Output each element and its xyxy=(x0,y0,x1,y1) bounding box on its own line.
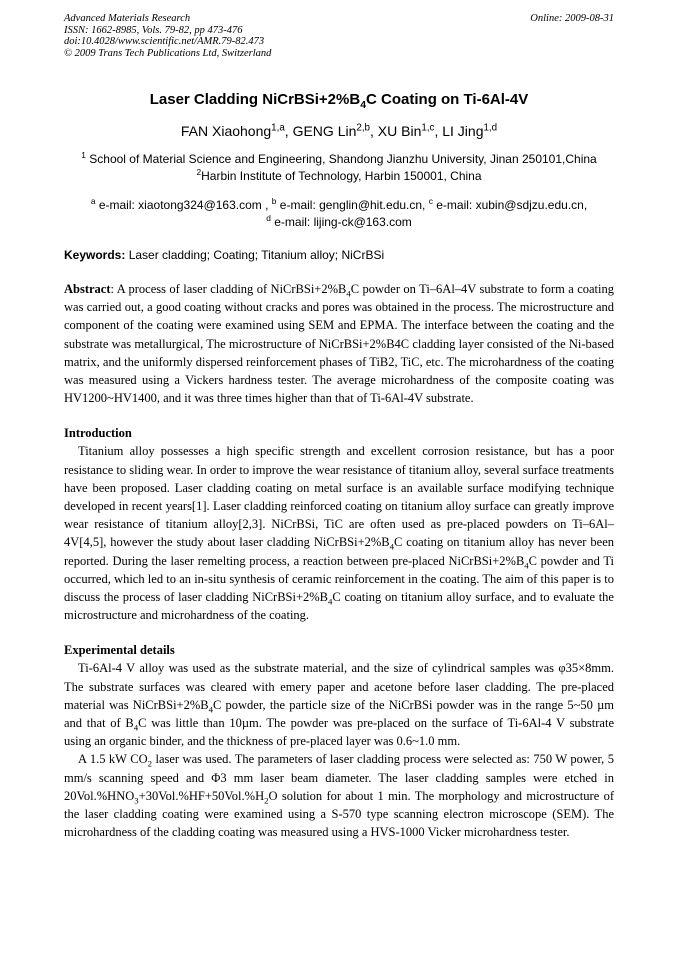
subscript: 4 xyxy=(133,722,139,733)
affiliation-mark: 1 xyxy=(81,150,86,160)
affiliation-line xyxy=(64,168,614,185)
abstract-text: C powder on Ti–6Al–4V substrate to form a coating was carried out, a good coating without cracks and pores was obtained in the process. The microstructure and component of the coating were examined using SEM and EPMA. The interface between the coating and the substrate was metallurgical, The microstructure of NiCrBSi+2%B4C cladding layer consisted of the Ni-based matrix, and the uniformly dispersed reinforcement phases of TiB2, TiC, etc. The microhardness of the coating was measured using a Vickers hardness tester. The average microhardness of the composite coating was HV1200~HV1400, and it was three times higher than that of Ti-6Al-4V substrate. xyxy=(64,282,614,406)
title-text-1: Laser Cladding NiCrBSi+2%B xyxy=(149,91,361,108)
subscript: 4 xyxy=(389,541,395,552)
author-affiliation-mark: 1,d xyxy=(483,122,498,134)
email-text: e-mail: genglin@hit.edu.cn, xyxy=(276,198,429,212)
experimental-paragraph xyxy=(64,750,614,841)
author-emails xyxy=(64,197,614,231)
author-name: XU Bin xyxy=(377,123,422,139)
author-separator: , xyxy=(284,123,293,139)
keywords-label: Keywords: xyxy=(64,248,126,262)
journal-header xyxy=(64,13,614,59)
email-mark: c xyxy=(428,196,433,206)
body-text: C powder, the particle size of the NiCrBSi powder was in the range 5~50 µm and that of B xyxy=(64,697,614,731)
keywords xyxy=(64,248,614,262)
affiliation-mark: 2 xyxy=(196,167,202,177)
journal-copyright: © 2009 Trans Tech Publications Ltd, Switzerland xyxy=(64,47,272,59)
section-heading-introduction: Introduction xyxy=(64,426,132,441)
abstract-paragraph xyxy=(64,280,614,407)
subscript: 4 xyxy=(524,560,529,571)
author-name: LI Jing xyxy=(442,123,484,139)
affiliation-text: Harbin Institute of Technology, Harbin 150001, China xyxy=(201,169,482,183)
body-text: C was little than 10µm. The powder was pre-placed on the surface of Ti-6Al-4 V substrate using an organic binder, and the thickness of pre-placed layer was 0.6~1.0 mm. xyxy=(64,716,614,749)
journal-name: Advanced Materials Research xyxy=(64,13,191,24)
subscript: 4 xyxy=(346,288,351,299)
online-date: Online: 2009-08-31 xyxy=(530,13,614,24)
author-list xyxy=(64,123,614,139)
email-mark: d xyxy=(266,213,271,223)
author-separator: , xyxy=(434,123,443,139)
email-mark: b xyxy=(271,196,277,206)
affiliations xyxy=(64,151,614,185)
body-text: C coating on titanium alloy surface, and to evaluate the microstructure and microhardness of the coating. xyxy=(64,590,614,623)
author-affiliation-mark: 2,b xyxy=(356,122,371,134)
body-text: laser was used. The parameters of laser cladding process were selected as: 750 W power, 5 mm/s scanning speed and Φ3 mm laser beam diameter. The laser cladding samples were etched in 20Vol.%HNO xyxy=(64,752,615,803)
abstract-text: : A process of laser cladding of NiCrBSi+2%B xyxy=(110,282,347,296)
body-text: A 1.5 kW CO xyxy=(78,752,148,767)
subscript: 2 xyxy=(264,795,269,806)
title-subscript: 4 xyxy=(360,99,367,111)
journal-doi: doi:10.4028/www.scientific.net/AMR.79-82.473 xyxy=(64,36,265,47)
abstract-label: Abstract xyxy=(64,282,111,296)
journal-issn: ISSN: 1662-8985, Vols. 79-82, pp 473-476 xyxy=(64,24,243,36)
paper-page xyxy=(64,13,614,841)
subscript: 4 xyxy=(208,704,213,715)
keywords-text: Laser cladding; Coating; Titanium alloy; NiCrBSi xyxy=(125,248,385,262)
paper-title xyxy=(64,91,614,111)
body-text: C coating on titanium alloy has never been reported. During the laser remelting process, a reaction between pre-placed NiCrBSi+2%B xyxy=(64,535,614,568)
email-text: e-mail: xiaotong324@163.com , xyxy=(95,198,272,212)
email-text: e-mail: xubin@sdjzu.edu.cn, xyxy=(432,198,588,212)
author-affiliation-mark: 1,c xyxy=(421,122,435,134)
email-line xyxy=(64,214,614,231)
email-mark: a xyxy=(90,196,96,206)
author-name: GENG Lin xyxy=(292,123,357,139)
body-text: Titanium alloy possesses a high specific strength and excellent corrosion resistance, but has a poor resistance to sliding wear. In order to improve the wear resistance of titanium alloy, several surface treatments have been proposed. Laser cladding coating on metal surface is an available surface modifying technique developed in recent years[1]. Laser cladding reinforced coating on titanium alloy surface can greatly improve wear resistance of titanium alloy[2,3]. NiCrBSi, TiC are often used as pre-placed powders on Ti–6Al–4V[4,5], however the study about laser cladding NiCrBSi+2%B xyxy=(64,444,614,550)
author-separator: , xyxy=(370,123,378,139)
subscript: 2 xyxy=(147,758,152,769)
body-text: O solution for about 1 min. The morphology and microstructure of the laser cladding coating were examined using a S-570 type scanning electron microscope (SEM). The microhardness of the cladding coating was measured using a HVS-1000 Vicker microhardness tester. xyxy=(64,788,614,840)
affiliation-line xyxy=(64,151,614,168)
body-text: +30Vol.%HF+50Vol.%H xyxy=(138,788,265,803)
author-name: FAN Xiaohong xyxy=(180,123,272,139)
section-heading-experimental: Experimental details xyxy=(64,643,175,658)
affiliation-text: School of Material Science and Engineering, Shandong Jianzhu University, Jinan 250101,China xyxy=(85,152,597,166)
subscript: 3 xyxy=(134,795,139,806)
experimental-paragraph xyxy=(64,659,614,750)
body-text: Ti-6Al-4 V alloy was used as the substrate material, and the size of cylindrical samples was φ35×8mm. The substrate surfaces was cleared with emery paper and acetone before laser cladding. The pre-placed material was NiCrBSi+2%B xyxy=(64,661,614,712)
introduction-paragraph xyxy=(64,442,614,624)
email-text: e-mail: lijing-ck@163.com xyxy=(270,215,412,229)
title-text-2: C Coating on Ti-6Al-4V xyxy=(366,91,529,108)
author-affiliation-mark: 1,a xyxy=(271,122,285,134)
email-line xyxy=(64,197,614,214)
subscript: 4 xyxy=(328,596,333,607)
body-text: C powder and Ti occurred, which led to an in-situ synthesis of ceramic reinforcement in the coating. The aim of this paper is to discuss the process of laser cladding NiCrBSi+2%B xyxy=(64,553,614,605)
